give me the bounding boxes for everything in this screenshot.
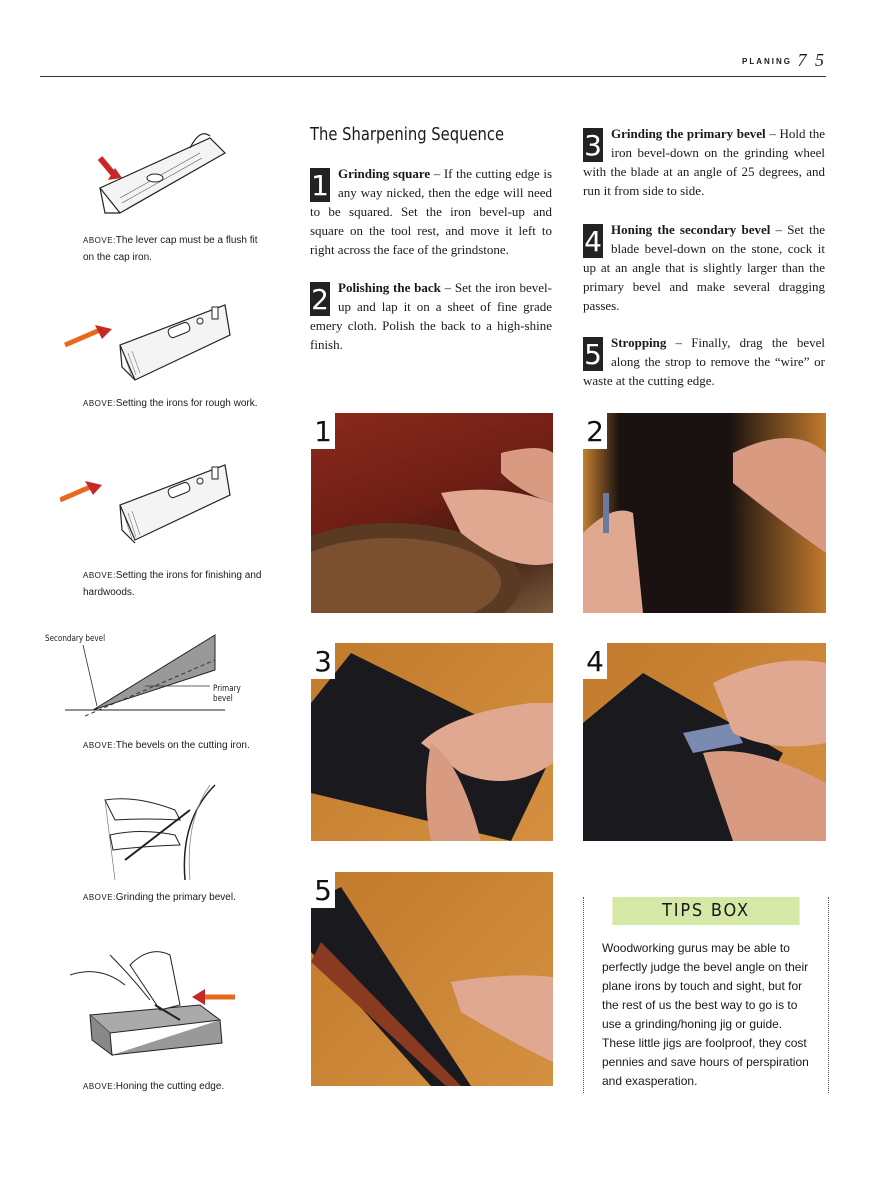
photo-stropping: [311, 872, 553, 1086]
tips-body: Woodworking gurus may be able to perfectly judge the bevel angle on their plane irons by touch and sight, but for the rest of us the best way to go is to use a grinding/honing jig or guide. These little jigs are foolproof, they cost pennies and save hours of perspiration and exasperation.: [602, 941, 809, 1088]
photo-number: 4: [583, 643, 607, 679]
step-number: 1: [311, 169, 329, 202]
secondary-bevel-label: Secondary bevel: [45, 634, 106, 644]
primary-bevel-label: Primary bevel: [213, 684, 241, 704]
irons-rough-illustration: [60, 285, 250, 390]
photo-grinding-square: [311, 413, 553, 613]
tips-title: TIPS BOX: [612, 897, 799, 925]
caption-irons-rough: ABOVE:Setting the irons for rough work.: [83, 398, 258, 409]
photo-number: 3: [311, 643, 335, 679]
photo-honing-secondary: [583, 643, 826, 841]
step-number: 4: [584, 225, 602, 258]
photo-number: 2: [583, 413, 607, 449]
step-5: 5 Stropping – Finally, drag the bevel along the strop to remove the “wire” or waste at the cutting edge.: [583, 335, 825, 388]
photo-grinding-primary: [311, 643, 553, 841]
caption-grinding: ABOVE:Grinding the primary bevel.: [83, 892, 236, 903]
grinding-illustration: [95, 780, 285, 880]
photo-number: 5: [311, 872, 335, 908]
section-title: The Sharpening Sequence: [310, 124, 505, 145]
lever-cap-illustration: [60, 128, 250, 228]
step-number: 3: [584, 129, 602, 162]
step-4: 4 Honing the secondary bevel – Set the blade bevel-down on the stone, cock it up at an angle that is slightly larger than the primary bevel and make several dragging passes.: [583, 222, 825, 313]
caption-honing: ABOVE:Honing the cutting edge.: [83, 1081, 225, 1092]
caption-bevels: ABOVE:The bevels on the cutting iron.: [83, 740, 250, 751]
step-1: 1 Grinding square – If the cutting edge is any way nicked, then the edge will need to be squared. Set the iron bevel-up and square on the tool rest, and move it left to right across the face of the grindstone.: [310, 166, 553, 257]
tips-box: [583, 897, 829, 1093]
bevel-diagram: [45, 630, 275, 720]
irons-finishing-illustration: [60, 455, 250, 555]
page-number: 7 5: [797, 50, 826, 70]
step-number: 5: [584, 338, 602, 371]
photo-polishing-back: [583, 413, 826, 613]
step-number: 2: [311, 283, 329, 316]
section-name: PLANING: [742, 57, 792, 66]
running-header: [40, 50, 826, 77]
step-3: 3 Grinding the primary bevel – Hold the iron bevel-down on the grinding wheel with the blade at an angle of 25 degrees, and run it from side to side.: [583, 126, 825, 198]
step-2: 2 Polishing the back – Set the iron bevel-up and lap it on a sheet of fine grade emery cloth. Polish the back to a high-shine finish.: [310, 280, 553, 352]
caption-lever-cap: ABOVE:The lever cap must be a flush fit on the cap iron.: [83, 235, 258, 263]
caption-irons-finishing: ABOVE:Setting the irons for finishing and hardwoods.: [83, 570, 262, 598]
honing-illustration: [70, 945, 260, 1060]
photo-number: 1: [311, 413, 335, 449]
